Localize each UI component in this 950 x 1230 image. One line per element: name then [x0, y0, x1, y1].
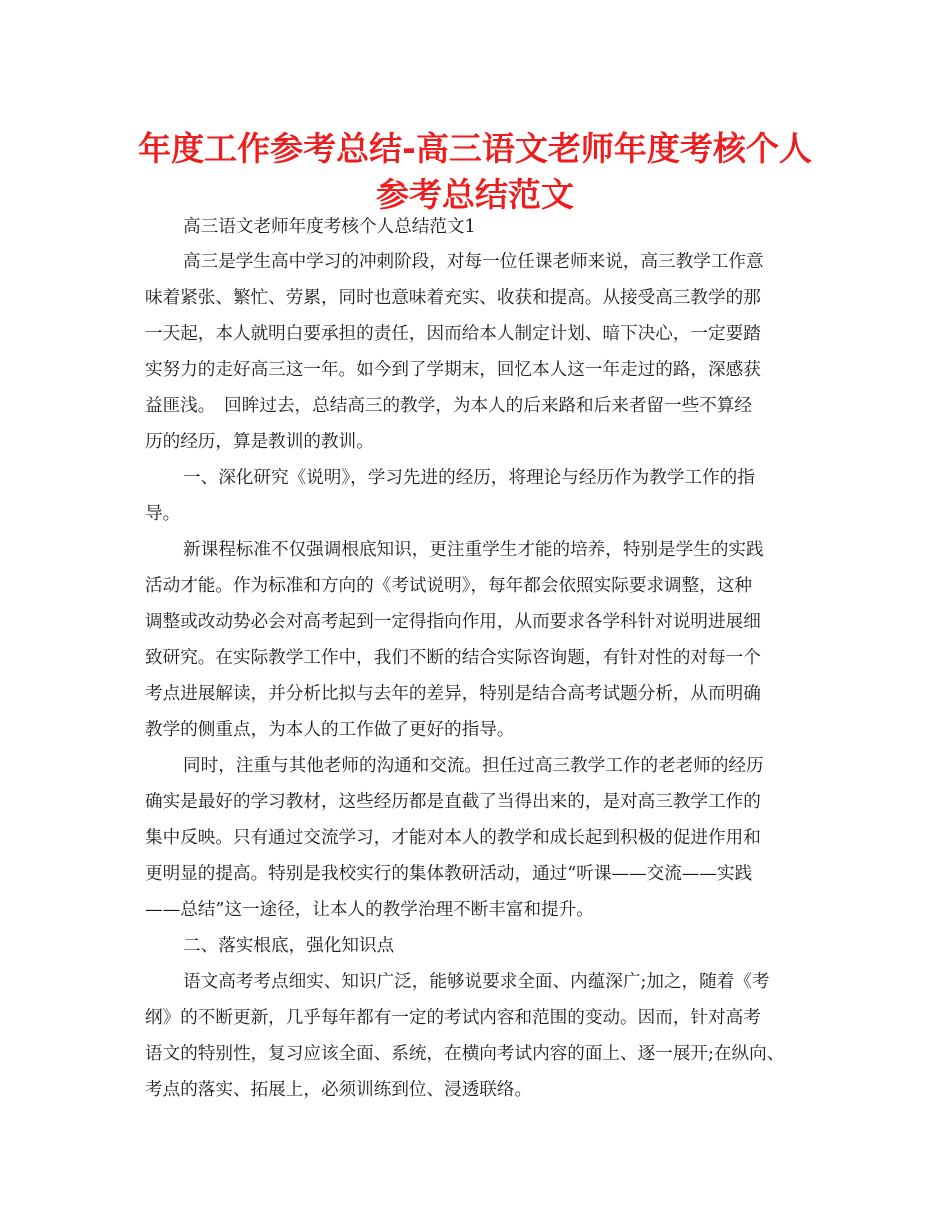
document-title-line-1: 年度工作参考总结-高三语文老师年度考核个人 — [138, 129, 812, 168]
subtitle-line: 高三语文老师年度考核个人总结范文1 — [183, 217, 476, 237]
paragraph-line: 考点的落实、拓展上，必须训练到位、浸透联络。 — [145, 1080, 533, 1100]
paragraph-line: 味着紧张、繁忙、劳累，同时也意味着充实、收获和提高。从接受高三教学的那 — [145, 288, 761, 308]
section-heading-line: 一、深化研究《说明》，学习先进的经历，将理论与经历作为教学工作的指 — [183, 468, 755, 488]
paragraph-line: 更明显的提高。特别是我校实行的集体教研活动，通过“听课——交流——实践 — [145, 864, 753, 884]
paragraph-line: 调整或改动势必会对高考起到一定得指向作用，从而要求各学科针对说明进展细 — [145, 612, 761, 632]
paragraph-line: 集中反映。只有通过交流学习，才能对本人的教学和成长起到积极的促进作用和 — [145, 828, 761, 848]
paragraph-line: 考点进展解读，并分析比拟与去年的差异，特别是结合高考试题分析，从而明确 — [145, 684, 761, 704]
paragraph-line: 语文的特别性，复习应该全面、系统，在横向考试内容的面上、逐一展开;在纵向、 — [145, 1044, 785, 1064]
paragraph-line: 历的经历，算是教训的教训。 — [145, 432, 374, 452]
paragraph-line: 教学的侧重点，为本人的工作做了更好的指导。 — [145, 720, 515, 740]
document-title-line-2: 参考总结范文 — [376, 175, 574, 214]
section-heading-line: 导。 — [145, 504, 181, 524]
paragraph-line: 益匪浅。 回眸过去，总结高三的教学，为本人的后来路和后来者留一些不算经 — [145, 396, 752, 416]
paragraph-line: 实努力的走好高三这一年。如今到了学期末，回忆本人这一年走过的路，深感获 — [145, 360, 761, 380]
paragraph-line: 致研究。在实际教学工作中，我们不断的结合实际咨询题，有针对性的对每一个 — [145, 648, 761, 668]
section-heading-line: 二、落实根底，强化知识点 — [183, 936, 395, 956]
paragraph-line: 高三是学生高中学习的冲刺阶段，对每一位任课老师来说，高三教学工作意 — [183, 252, 764, 272]
paragraph-line: 同时，注重与其他老师的沟通和交流。担任过高三教学工作的老老师的经历 — [183, 756, 764, 776]
paragraph-line: 语文高考考点细实、知识广泛，能够说要求全面、内蕴深广;加之，随着《考 — [183, 972, 770, 992]
paragraph-line: ——总结”这一途径，让本人的教学治理不断丰富和提升。 — [145, 900, 594, 920]
paragraph-line: 新课程标准不仅强调根底知识，更注重学生才能的培养，特别是学生的实践 — [183, 540, 764, 560]
paragraph-line: 纲》的不断更新，几乎每年都有一定的考试内容和范围的变动。因而，针对高考 — [145, 1008, 761, 1028]
paragraph-line: 活动才能。作为标准和方向的《考试说明》，每年都会依照实际要求调整，这种 — [145, 576, 752, 596]
paragraph-line: 确实是最好的学习教材，这些经历都是直截了当得出来的，是对高三教学工作的 — [145, 792, 761, 812]
paragraph-line: 一天起，本人就明白要承担的责任，因而给本人制定计划、暗下决心，一定要踏 — [145, 324, 761, 344]
